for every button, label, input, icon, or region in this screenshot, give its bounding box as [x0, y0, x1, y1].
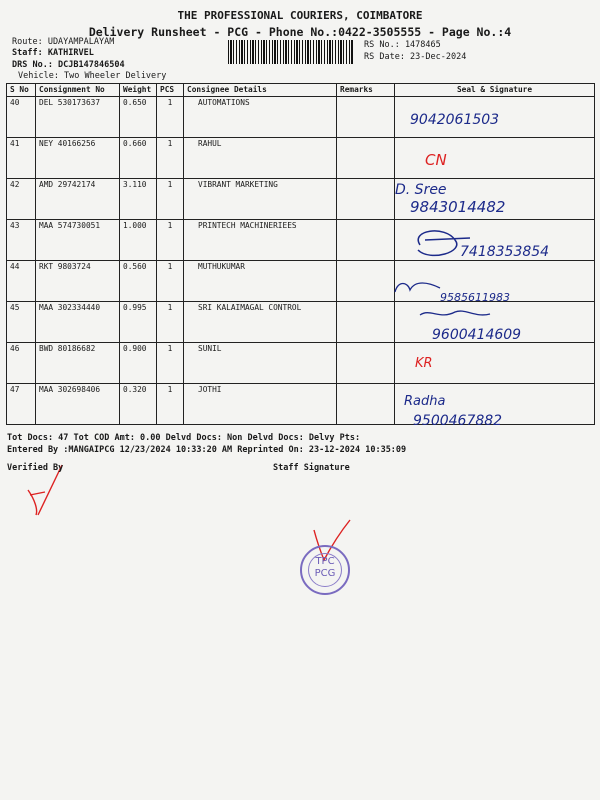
vehicle-label: Vehicle: Two Wheeler Delivery — [18, 71, 167, 81]
cell-weight: 0.650 — [120, 97, 157, 138]
cell-consignee: AUTOMATIONS — [184, 97, 337, 138]
cell-sno: 47 — [7, 384, 36, 425]
col-consignee: Consignee Details — [184, 84, 337, 97]
rs-no-label: RS No.: 1478465 — [364, 40, 441, 50]
totals-line: Tot Docs: 47 Tot COD Amt: 0.00 Delvd Docs: Non Delvd Docs: Delvy Pts: — [7, 433, 361, 443]
cell-consignee: RAHUL — [184, 138, 337, 179]
cell-consignment: MAA 302334440 — [36, 302, 120, 343]
handwritten-phone-40: 9042061503 — [410, 112, 500, 128]
handwritten-name-47: Radha — [404, 394, 446, 409]
handwritten-initials-46: KR — [415, 356, 433, 371]
col-signature: Seal & Signature — [395, 84, 595, 97]
cell-consignment: BWD 80186682 — [36, 343, 120, 384]
handwritten-phone-43: 7418353854 — [460, 244, 550, 260]
cell-consignee: VIBRANT MARKETING — [184, 179, 337, 220]
cell-consignment: NEY 40166256 — [36, 138, 120, 179]
entered-line: Entered By :MANGAIPCG 12/23/2024 10:33:20 AM Reprinted On: 23-12-2024 10:35:09 — [7, 445, 407, 455]
cell-pcs: 1 — [157, 384, 184, 425]
cell-pcs: 1 — [157, 97, 184, 138]
cell-weight: 0.320 — [120, 384, 157, 425]
cell-pcs: 1 — [157, 179, 184, 220]
route-label: Route: UDAYAMPALAYAM — [12, 37, 115, 47]
cell-consignee: PRINTECH MACHINERIEES — [184, 220, 337, 261]
cell-sno: 45 — [7, 302, 36, 343]
col-weight: Weight — [120, 84, 157, 97]
signature-scribble-44 — [395, 283, 440, 292]
cell-sno: 40 — [7, 97, 36, 138]
handwritten-phone-44: 9585611983 — [440, 291, 510, 304]
cell-pcs: 1 — [157, 138, 184, 179]
cell-sno: 42 — [7, 179, 36, 220]
cell-consignment: AMD 29742174 — [36, 179, 120, 220]
cell-consignment: RKT 9803724 — [36, 261, 120, 302]
col-remarks: Remarks — [337, 84, 395, 97]
cell-sno: 44 — [7, 261, 36, 302]
cell-weight: 1.000 — [120, 220, 157, 261]
cell-weight: 3.110 — [120, 179, 157, 220]
col-consignment: Consignment No — [36, 84, 120, 97]
cell-consignment: DEL 530173637 — [36, 97, 120, 138]
cell-sno: 41 — [7, 138, 36, 179]
cell-consignee: JOTHI — [184, 384, 337, 425]
cell-weight: 0.995 — [120, 302, 157, 343]
handwritten-phone-42: 9843014482 — [410, 198, 506, 216]
cell-consignment: MAA 574730051 — [36, 220, 120, 261]
cell-weight: 0.660 — [120, 138, 157, 179]
company-title: THE PROFESSIONAL COURIERS, COIMBATORE — [177, 9, 423, 22]
col-pcs: PCS — [157, 84, 184, 97]
staff-label: Staff: KATHIRVEL — [12, 48, 94, 58]
cell-pcs: 1 — [157, 302, 184, 343]
signature-scribble-45 — [420, 311, 490, 315]
handwritten-phone-47: 9500467882 — [413, 413, 503, 429]
verified-by-label: Verified By — [7, 463, 64, 473]
cell-consignee: MUTHUKUMAR — [184, 261, 337, 302]
cell-pcs: 1 — [157, 343, 184, 384]
cell-pcs: 1 — [157, 220, 184, 261]
handwritten-name-42: D. Sree — [395, 182, 447, 198]
cell-consignee: SUNIL — [184, 343, 337, 384]
stamp-top-text: TPC — [315, 556, 335, 567]
cell-consignee: SRI KALAIMAGAL CONTROL — [184, 302, 337, 343]
runsheet-title: Delivery Runsheet - PCG - Phone No.:0422-3505555 - Page No.:4 — [88, 25, 512, 39]
col-sno: S No — [7, 84, 36, 97]
stamp-bottom-text: PCG — [314, 568, 336, 579]
cell-consignment: MAA 302698406 — [36, 384, 120, 425]
staff-signature-label: Staff Signature — [273, 463, 350, 473]
cell-weight: 0.900 — [120, 343, 157, 384]
company-stamp — [300, 545, 350, 595]
cell-sno: 46 — [7, 343, 36, 384]
signature-scribble-43 — [418, 231, 470, 255]
cell-sno: 43 — [7, 220, 36, 261]
rs-date-label: RS Date: 23-Dec-2024 — [364, 52, 467, 62]
handwritten-phone-45: 9600414609 — [432, 327, 522, 343]
handwritten-initials-41: CN — [425, 151, 447, 169]
cell-weight: 0.560 — [120, 261, 157, 302]
cell-pcs: 1 — [157, 261, 184, 302]
drs-label: DRS No.: DCJB147846504 — [12, 60, 125, 70]
